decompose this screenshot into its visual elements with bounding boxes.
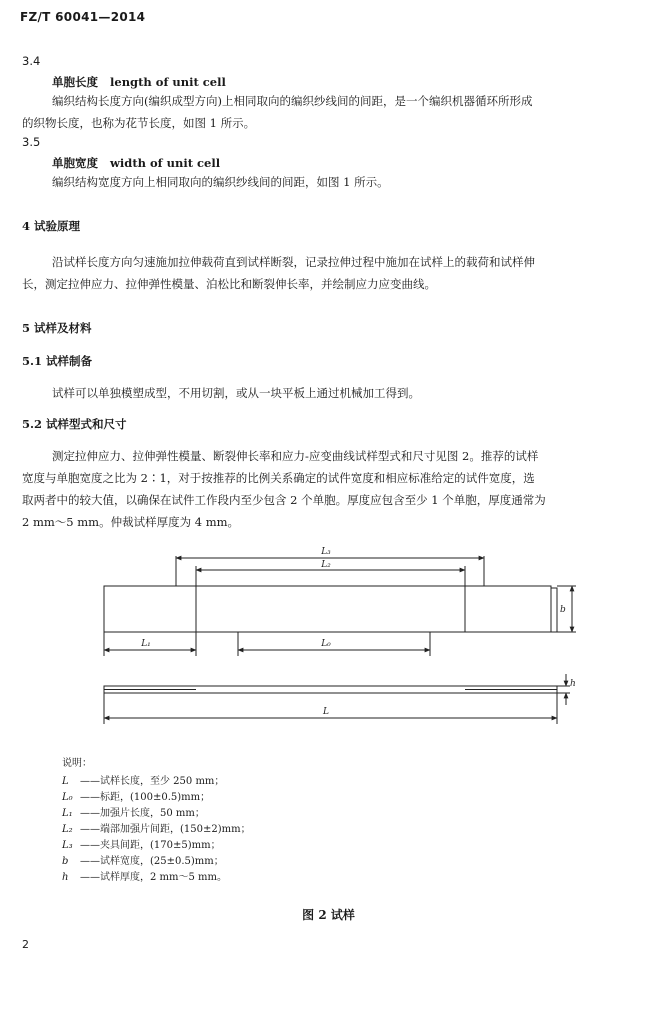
clause-number-3-4: 3.4	[22, 54, 41, 68]
label-l2: L₂	[321, 560, 331, 570]
section-5-2-para-line1: 测定拉伸应力、拉伸弹性模量、断裂伸长率和应力-应变曲线试样型式和尺寸见图 2。推荐的试样	[52, 449, 539, 463]
legend-item	[62, 790, 251, 806]
clause-number-3-5: 3.5	[22, 135, 41, 149]
term-3-5	[52, 155, 220, 171]
specimen-end-tab	[551, 588, 557, 632]
legend-item	[62, 854, 251, 870]
legend-item	[62, 774, 251, 790]
legend-item	[62, 838, 251, 854]
standard-code-header: FZ/T 60041—2014	[20, 10, 146, 24]
section-5-heading: 5 试样及材料	[22, 321, 92, 335]
label-l1: L₁	[141, 639, 151, 649]
term-en: length of unit cell	[110, 75, 226, 89]
section-5-2-para-line3: 取两者中的较大值，以确保在试件工作段内至少包含 2 个单胞。厚度应包含至少 1 个单胞，厚度通常为	[22, 493, 546, 507]
section-5-1-heading: 5.1 试样制备	[22, 354, 93, 368]
legend-text: ——加强片长度，50 mm；	[80, 808, 205, 819]
term-en: width of unit cell	[110, 156, 221, 170]
legend-symbol: L	[62, 776, 69, 787]
legend-title: 说明：	[62, 758, 92, 769]
legend-symbol: h	[62, 872, 69, 883]
page-number: 2	[22, 938, 29, 951]
definition-3-4-line1: 编织结构长度方向(编织成型方向)上相同取向的编织纱线间的间距，是一个编织机器循环所形成	[52, 94, 533, 108]
definition-3-4-line2: 的织物长度，也称为花节长度，如图 1 所示。	[22, 116, 256, 130]
legend-item	[62, 822, 251, 838]
section-5-2-heading: 5.2 试样型式和尺寸	[22, 417, 127, 431]
legend-symbol: L₁	[62, 808, 73, 819]
section-5-2-para-line2: 宽度与单胞宽度之比为 2∶1，对于按推荐的比例关系确定的试件宽度和相应标准给定的试件宽度，选	[22, 471, 535, 485]
term-3-4	[52, 74, 226, 90]
specimen-figure	[0, 540, 657, 740]
section-5-1-para: 试样可以单独模塑成型，不用切割，或从一块平板上通过机械加工得到。	[52, 386, 420, 400]
term-zh: 单胞长度	[52, 75, 98, 89]
legend-item	[62, 806, 251, 822]
legend-text: ——夹具间距，(170±5)mm；	[80, 840, 221, 851]
figure-caption: 图 2 试样	[302, 908, 355, 922]
term-zh: 单胞宽度	[52, 156, 98, 170]
legend-symbol: L₂	[62, 824, 73, 835]
legend-symbol: L₃	[62, 840, 73, 851]
specimen-top-view	[104, 586, 551, 632]
legend-text: ——试样长度，至少 250 mm；	[80, 776, 225, 787]
definition-3-5-line1: 编织结构宽度方向上相同取向的编织纱线间的间距，如图 1 所示。	[52, 175, 389, 189]
legend-symbol: L₀	[62, 792, 73, 803]
label-b: b	[560, 605, 566, 615]
legend-text: ——试样厚度，2 mm～5 mm。	[80, 872, 228, 883]
section-4-heading: 4 试验原理	[22, 219, 81, 233]
legend-text: ——端部加强片间距，(150±2)mm；	[80, 824, 251, 835]
section-4-para-line1: 沿试样长度方向匀速施加拉伸载荷直到试样断裂，记录拉伸过程中施加在试样上的载荷和试样伸	[52, 255, 535, 269]
legend-text: ——试样宽度，(25±0.5)mm；	[80, 856, 224, 867]
legend-symbol: b	[62, 856, 69, 867]
section-5-2-para-line4: 2 mm～5 mm。仲裁试样厚度为 4 mm。	[22, 515, 239, 529]
section-4-para-line2: 长，测定拉伸应力、拉伸弹性模量、泊松比和断裂伸长率，并绘制应力应变曲线。	[22, 277, 436, 291]
label-l3: L₃	[321, 547, 331, 557]
label-h: h	[570, 679, 576, 689]
label-l: L	[323, 707, 329, 717]
legend-list	[62, 774, 251, 886]
label-l0: L₀	[321, 639, 331, 649]
legend-item	[62, 870, 251, 886]
legend-text: ——标距，(100±0.5)mm；	[80, 792, 211, 803]
